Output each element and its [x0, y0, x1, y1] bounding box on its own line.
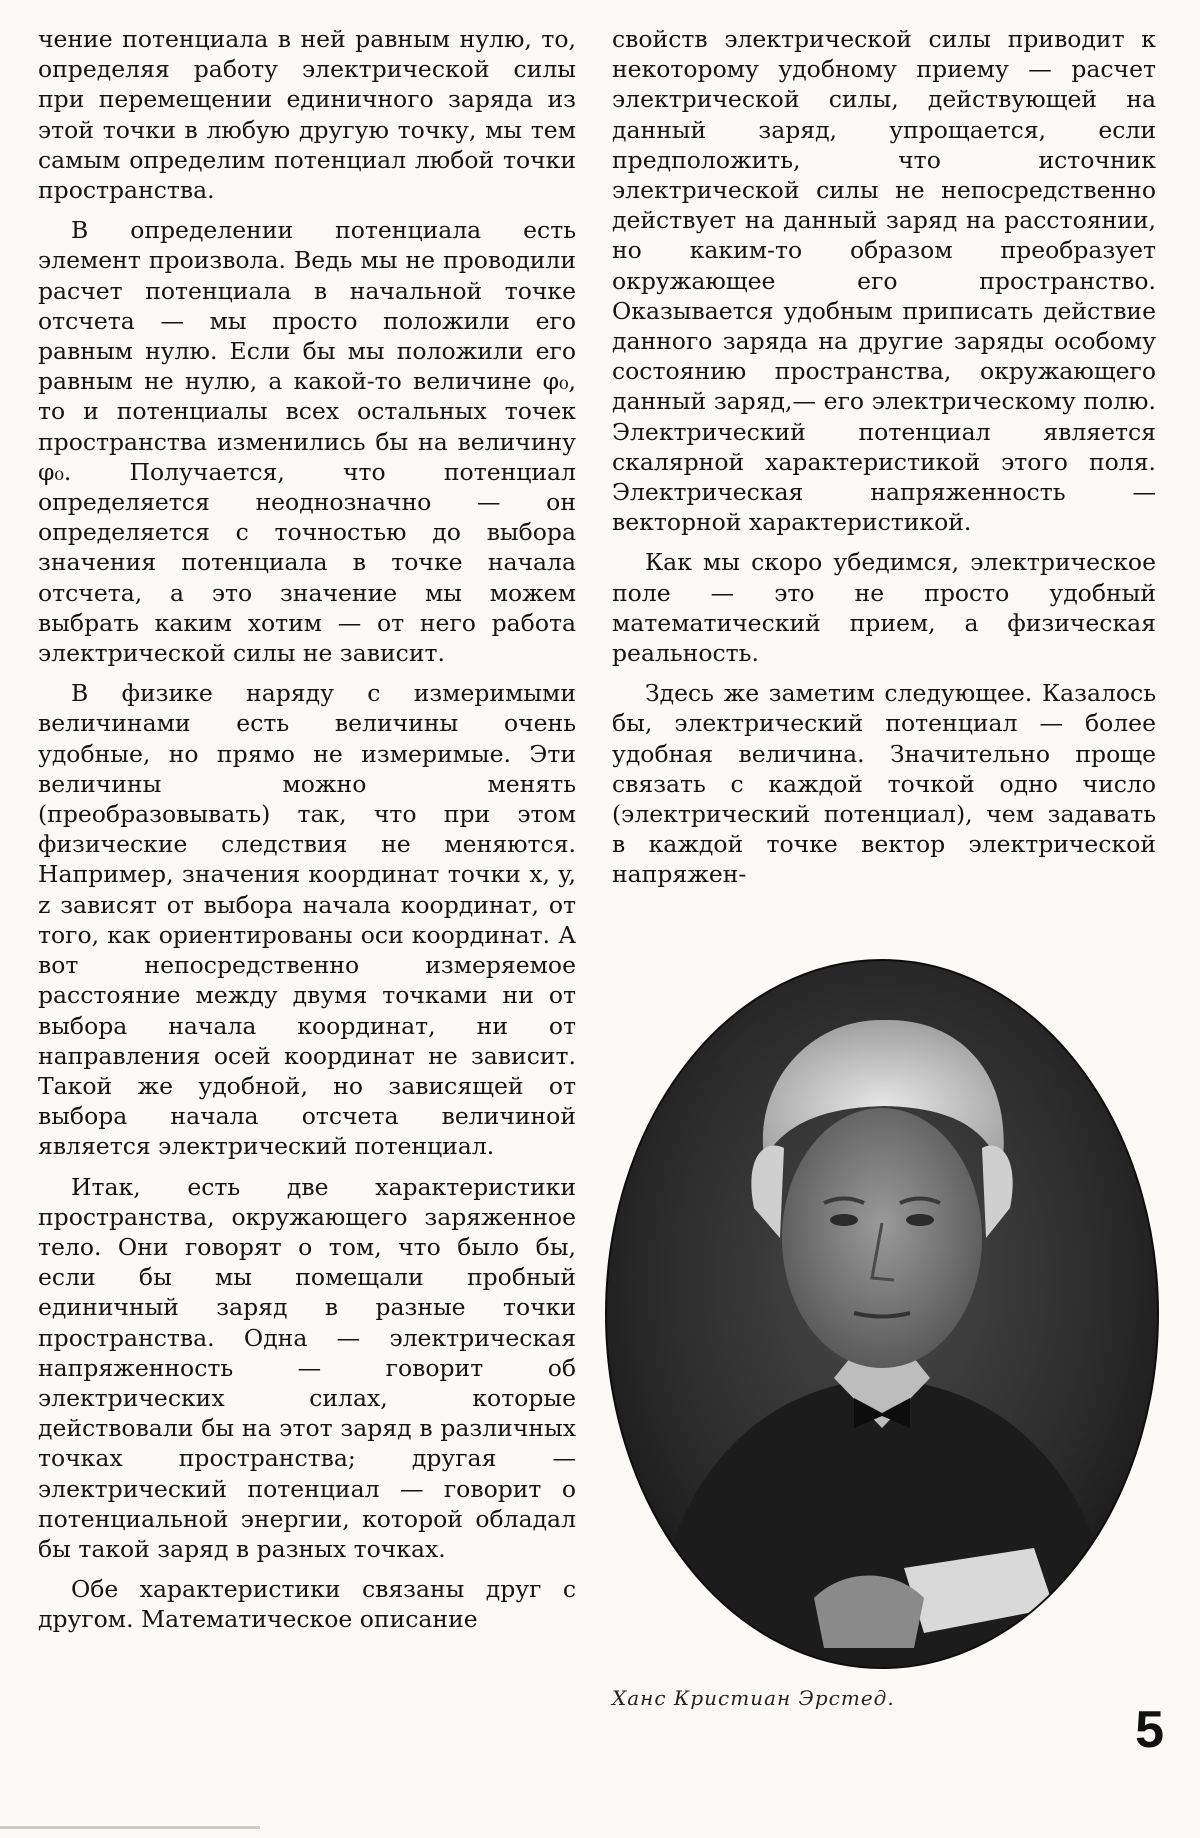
- right-text-column: [612, 24, 1156, 900]
- paragraph: Обе характеристики связаны друг с другом. Математическое описание: [38, 1575, 576, 1634]
- paragraph: Здесь же заметим следующее. Казалось бы, электрический потенциал — более удобная величина. Значительно проще связать с каждой точкой одно число (электрический потенциал), чем задавать в каждой точке вектор электрической напряжен-: [612, 679, 1156, 889]
- left-text-column: [38, 24, 576, 1645]
- paragraph: чение потенциала в ней равным нулю, то, определяя работу электрической силы при перемещении единичного заряда из этой точки в любую другую точку, мы тем самым определим потенциал любой точки пространства.: [38, 25, 576, 205]
- page-number: 5: [1135, 1701, 1164, 1759]
- bottom-divider: [0, 1826, 260, 1829]
- paragraph: свойств электрической силы приводит к некоторому удобному приему — расчет электрической силы, действующей на данный заряд, упрощается, если предположить, что источник электрической силы не непосредственно действует на данный заряд на расстоянии, но каким-то образом преобразует окружающее его пространство. Оказывается удобным приписать действие данного заряда на другие заряды особому состоянию пространства, окружающего данный заряд,— его электрическому полю. Электрический потенциал является скалярной характеристикой этого поля. Электрическая напряженность — векторной характеристикой.: [612, 25, 1156, 537]
- paragraph: Итак, есть две характеристики пространства, окружающего заряженное тело. Они говорят о том, что было бы, если бы мы помещали пробный единичный заряд в разные точки пространства. Одна — электрическая напряженность — говорит об электрических силах, которые действовали бы на этот заряд в различных точках пространства; другая — электрический потенциал — говорит о потенциальной энергии, которой обладал бы такой заряд в разных точках.: [38, 1172, 576, 1563]
- paragraph: В физике наряду с измеримыми величинами есть величины очень удобные, но прямо не измеримые. Эти величины можно менять (преобразовывать) так, что при этом физические следствия не меняются. Например, значения координат точки x, y, z зависят от выбора начала координат, от того, как ориентированы оси координат. А вот непосредственно измеряемое расстояние между двумя точками ни от выбора начала координат, ни от направления осей координат не зависит. Такой же удобной, но зависящей от выбора начала отсчета величиной является электрический потенциал.: [38, 679, 576, 1161]
- portrait-photo: [604, 958, 1160, 1670]
- portrait-oval-image: [604, 958, 1160, 1670]
- paragraph: В определении потенциала есть элемент произвола. Ведь мы не проводили расчет потенциала в начальной точке отсчета — мы просто положили его равным нулю. Если бы мы положили его равным не нулю, а какой-то величине φ₀, то и потенциалы всех остальных точек пространства изменились бы на величину φ₀. Получается, что потенциал определяется неоднозначно — он определяется с точностью до выбора значения потенциала в точке начала отсчета, а это значение мы можем выбрать каким хотим — от него работа электрической силы не зависит.: [38, 216, 576, 668]
- portrait-caption: Ханс Кристиан Эрстед.: [612, 1686, 895, 1710]
- paragraph: Как мы скоро убедимся, электрическое поле — это не просто удобный математический прием, а физическая реальность.: [612, 548, 1156, 668]
